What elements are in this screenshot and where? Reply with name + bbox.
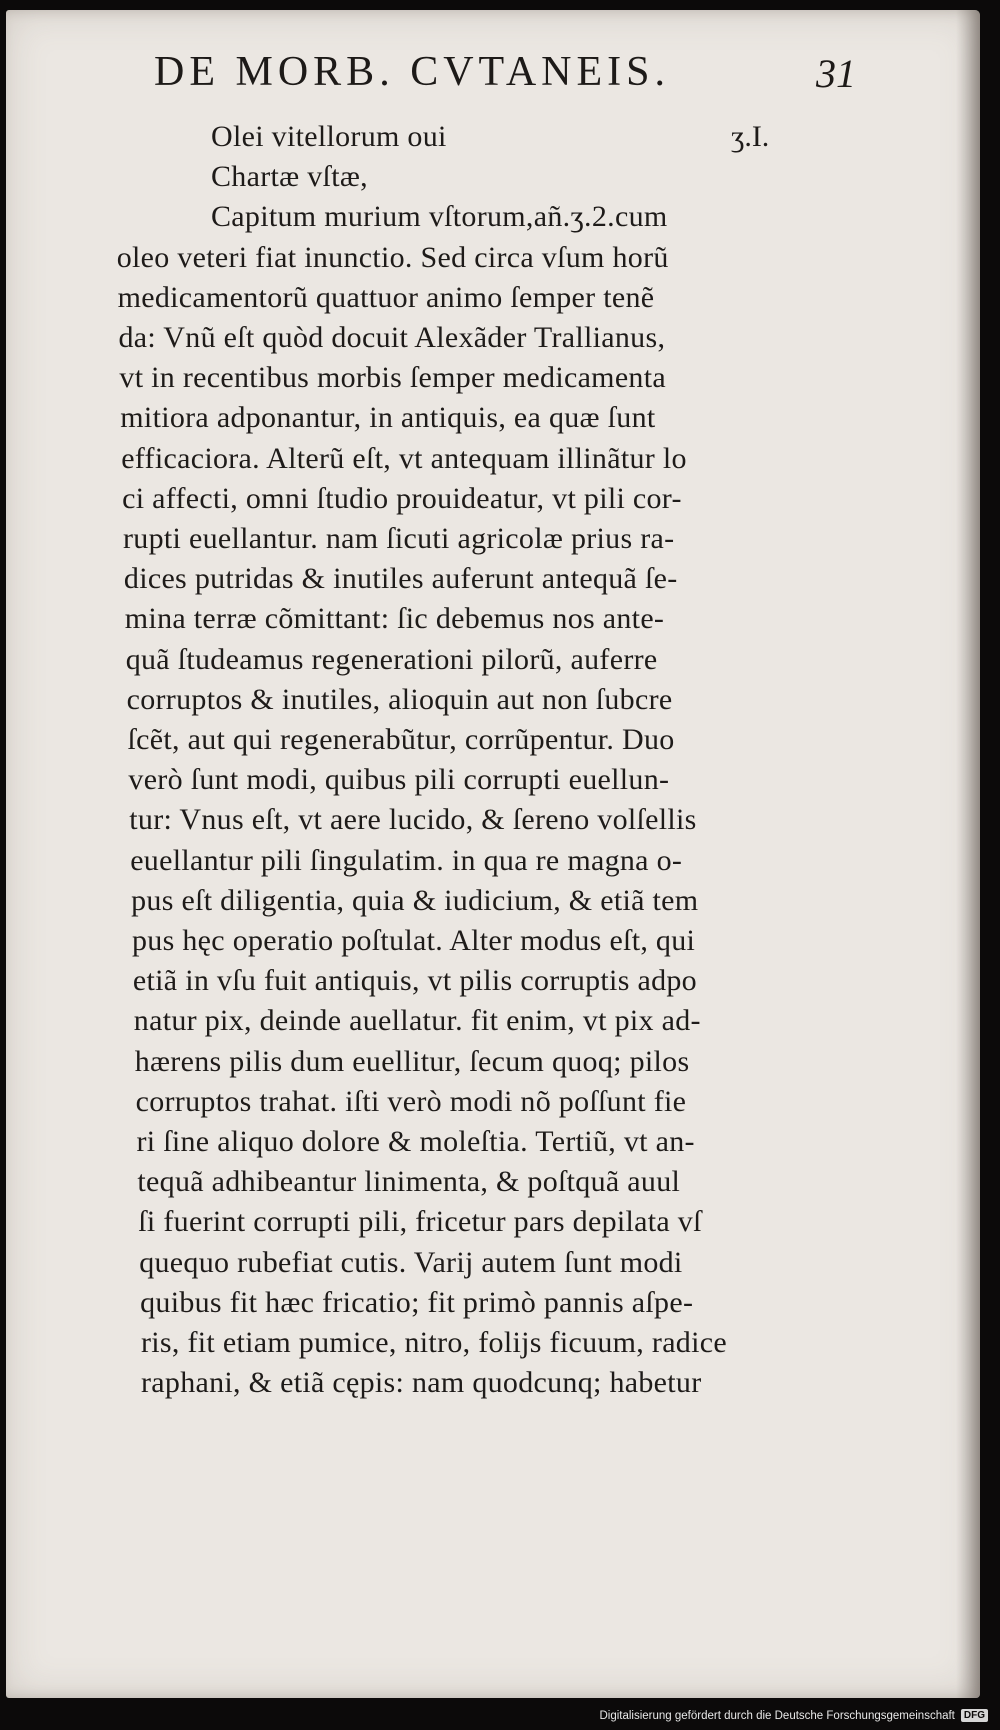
text-line: pus eſt diligentia, quia & iudicium, & etiã tem — [131, 883, 699, 917]
text-line: tur: Vnus eſt, vt aere lucido, & ſereno volſellis — [129, 803, 697, 837]
text-line: quã ſtudeamus regenerationi pilorũ, auferre — [125, 642, 658, 676]
text-line: tequã adhibeantur linimenta, & poſtquã auul — [137, 1165, 681, 1199]
text-line: corruptos trahat. iſti verò modi nõ poſſunt fie — [135, 1084, 687, 1118]
text-line: pus hęc operatio poſtulat. Alter modus eſt, qui — [132, 924, 696, 957]
text-line: ſi fuerint corrupti pili, fricetur pars depilata vſ — [138, 1205, 702, 1239]
text-line: corruptos & inutiles, alioquin aut non ſubcre — [126, 682, 673, 716]
text-line: hærens pilis dum euellitur, ſecum quoq; pilos — [134, 1044, 690, 1078]
text-line: Chartæ vſtæ, — [211, 160, 368, 194]
text-line: da: Vnũ eſt quòd docuit Alexãder Trallianus, — [118, 321, 666, 354]
text-line: ris, fit etiam pumice, nitro, folijs ficuum, radice — [141, 1326, 727, 1359]
running-head: DE MORB. CVTANEIS. — [154, 49, 670, 95]
text-line: vt in recentibus morbis ſemper medicamenta — [119, 361, 666, 395]
text-line: etiã in vſu fuit antiquis, vt pilis corruptis adpo — [132, 964, 697, 998]
dfg-logo: DFG — [961, 1709, 988, 1722]
text-line: quequo rubefiat cutis. Varij autem ſunt modi — [139, 1245, 683, 1279]
text-line: Olei vitellorum oui — [211, 120, 447, 153]
recipe-amount: ʒ.I. — [731, 120, 770, 153]
text-line: medicamentorũ quattuor animo ſemper tenẽ — [117, 280, 655, 314]
text-line: ſcẽt, aut qui regenerabũtur, corrũpentur. Duo — [127, 723, 675, 756]
text-line: dices putridas & inutiles auferunt antequã ſe- — [123, 562, 678, 596]
text-line: ri ſine aliquo dolore & moleſtia. Tertiũ, vt an- — [136, 1125, 695, 1158]
text-line: rupti euellantur. nam ſicuti agricolæ prius ra- — [123, 522, 675, 555]
text-line: oleo veteri fiat inunctio. Sed circa vſum horũ — [116, 240, 669, 274]
text-line: natur pix, deinde auellatur. fit enim, vt pix ad- — [133, 1004, 701, 1038]
text-line: Capitum murium vſtorum,añ.ʒ.2.cum — [211, 200, 668, 234]
text-line: efficaciora. Alterũ eſt, vt antequam illinãtur lo — [121, 441, 687, 475]
text-line: mitiora adponantur, in antiquis, ea quæ ſunt — [120, 401, 656, 435]
page-number: 31 — [816, 51, 856, 96]
text-line: quibus fit hæc fricatio; fit primò pannis aſpe- — [140, 1285, 694, 1319]
book-page — [6, 10, 980, 1698]
credit-text: Digitalisierung gefördert durch die Deutsche Forschungsgemeinschaft — [599, 1709, 955, 1722]
digitization-credit — [599, 1709, 988, 1722]
text-line: mina terræ cõmittant: ſic debemus nos ante- — [124, 602, 665, 636]
text-line: raphani, & etiã cępis: nam quodcunq; habetur — [141, 1366, 702, 1400]
text-line: euellantur pili ſingulatim. in qua re magna o- — [130, 843, 683, 877]
text-line: verò ſunt modi, quibus pili corrupti euellun- — [128, 763, 670, 797]
text-line: ci affecti, omni ſtudio prouideatur, vt pili cor- — [122, 481, 682, 515]
